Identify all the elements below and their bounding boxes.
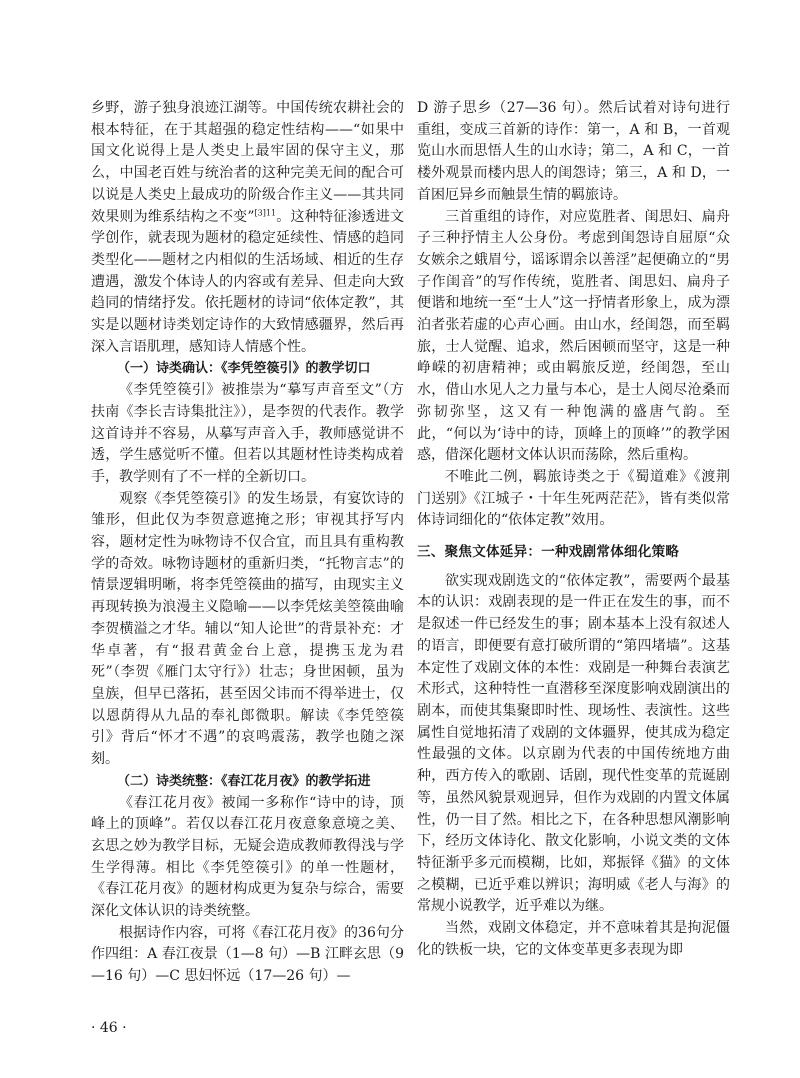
body-paragraph: 三首重组的诗作，对应览胜者、闺思妇、扁舟子三种抒情主人公身份。考虑到闺怨诗自屈原“众女嫉余之蛾眉兮，谣诼谓余以善淫”起便确立的“男子作闺音”的写作传统，览胜者、闺思妇、扁舟子便谐和地统一至“士人”这一抒情者形象上，成为漂泊者张若虚的心声心画。由山水，经闺怨，而至羁旅，士人觉醒、追求，然后困顿而坚守，这是一种峥嵘的初唐精神；或由羁旅反逆，经闺怨，至山水，借山水见人之力量与本心，是士人阅尽沧桑而弥韧弥坚，这又有一种饱满的盛唐气韵。至此，“何以为‘诗中的诗，顶峰上的顶峰’”的教学困惑，借深化题材文体认识而荡除，然后重构。 (417, 208, 730, 464)
left-column (91, 98, 404, 988)
body-paragraph: 《李凭箜篌引》被推崇为“摹写声音至文”（方扶南《李长吉诗集批注》），是李贺的代表作。教学这首诗并不容易，从摹写声音入手，教师感觉讲不透，学生感觉听不懂。但若以其题材性诗类构成着手，教学则有了不一样的全新切口。 (91, 382, 404, 485)
body-paragraph: 乡野，游子独身浪迹江湖等。中国传统农耕社会的根本特征，在于其超强的稳定性结构——“如果中国文化说得上是人类史上最牢固的保守主义，那么，中国老百姓与统治者的这种完美无间的配合可以说是人类史上最成功的阶级合作主义——其共同效果则为维系结构之不变”$^{[3]11}$。这种特征渗透进文学创作，就表现为题材的稳定延续性、情感的趋同类型化——题材之内相似的生活场域、相近的生存遭遇，激发个体诗人的内容或有差异、但走向大致趋同的情绪抒发。依托题材的诗词“依体定教”，其实是以题材诗类划定诗作的大致情感疆界，然后再深入言语肌理，感知诗人情感个性。 (91, 100, 404, 355)
page-number: · 46 · (91, 1020, 127, 1036)
body-paragraph: D 游子思乡（27—36 句）。然后试着对诗句进行重组，变成三首新的诗作：第一，A 和 B，一首观览山水而思悟人生的山水诗；第二，A 和 C，一首楼外观景而楼内思人的闺怨诗；第三，A 和 D，一首困厄异乡而触景生情的羁旅诗。 (417, 100, 730, 203)
body-paragraph: 《春江花月夜》被闻一多称作“诗中的诗，顶峰上的顶峰”。若仅以春江花月夜意象意境之美、玄思之妙为教学目标，无疑会造成教师教得浅与学生学得薄。相比《李凭箜篌引》的单一性题材，《春江花月夜》的题材构成更为复杂与综合，需要深化文体认识的诗类统整。 (91, 794, 404, 920)
subsection-heading: （二）诗类统整：《春江花月夜》的教学拓进 (117, 773, 371, 789)
section-heading: 三、聚焦文体延异：一种戏剧常体细化策略 (417, 544, 680, 561)
right-column (417, 98, 730, 961)
body-paragraph: 当然，戏剧文体稳定，并不意味着其是拘泥僵化的铁板一块，它的文体变革更多表现为即 (417, 920, 730, 958)
citation-superscript: [3]11 (254, 207, 277, 217)
subsection-heading: （一）诗类确认：《李凭箜篌引》的教学切口 (117, 361, 371, 377)
body-paragraph: 欲实现戏剧选文的“依体定教”，需要两个最基本的认识：戏剧表现的是一件正在发生的事，而不是叙述一件已经发生的事；剧本基本上没有叙述人的语言，即便要有意打破所谓的“第四堵墙”。这基本定性了戏剧文体的本性：戏剧是一种舞台表演艺术形式，这种特性一直潜移至深度影响戏剧演出的剧本，而使其集聚即时性、现场性、表演性。这些属性自觉地拓清了戏剧的文体疆界，使其成为稳定性最强的文体。以京剧为代表的中国传统地方曲种，西方传入的歌剧、话剧，现代性变革的荒诞剧等，虽然风貌景观迥异，但作为戏剧的内置文体属性，仍一目了然。相比之下，在各种思想风潮影响下，经历文体诗化、散文化影响，小说文类的文体特征渐乎多元而模糊，比如，郑振铎《猫》的文体之模糊，已近乎难以辨识；海明威《老人与海》的常规小说教学，近乎难以为继。 (417, 572, 730, 915)
body-paragraph: 根据诗作内容，可将《春江花月夜》的36句分作四组：A 春江夜景（1—8 句）—B 江畔玄思（9—16 句）—C 思妇怀远（17—26 句）— (91, 924, 404, 985)
body-paragraph: 不唯此二例，羁旅诗类之于《蜀道难》《渡荆门送别》《江城子・十年生死两茫茫》，皆有类似常体诗词细化的“依体定教”效用。 (417, 468, 730, 529)
body-paragraph: 观察《李凭箜篌引》的发生场景，有宴饮诗的雏形，但此仅为李贺意遮掩之形；审视其抒写内容，题材定性为咏物诗不仅合宜，而且具有重构教学的奇效。咏物诗题材的重新归类，“托物言志”的情景逻辑明晰，将李凭箜篌曲的描写，由现实主义再现转换为浪漫主义隐喻——以李凭炫美箜篌曲喻李贺横溢之才华。辅以“知人论世”的背景补充：才华卓著，有“报君黄金台上意，提携玉龙为君死”（李贺《雁门太守行》）壮志；身世困顿，虽为皇族，但早已落拓，甚至因父讳而不得举进士，仅以恩荫得从九品的奉礼郎微职。解读《李凭箜篌引》背后“怀才不遇”的哀鸣震荡，教学也随之深刻。 (91, 490, 404, 768)
